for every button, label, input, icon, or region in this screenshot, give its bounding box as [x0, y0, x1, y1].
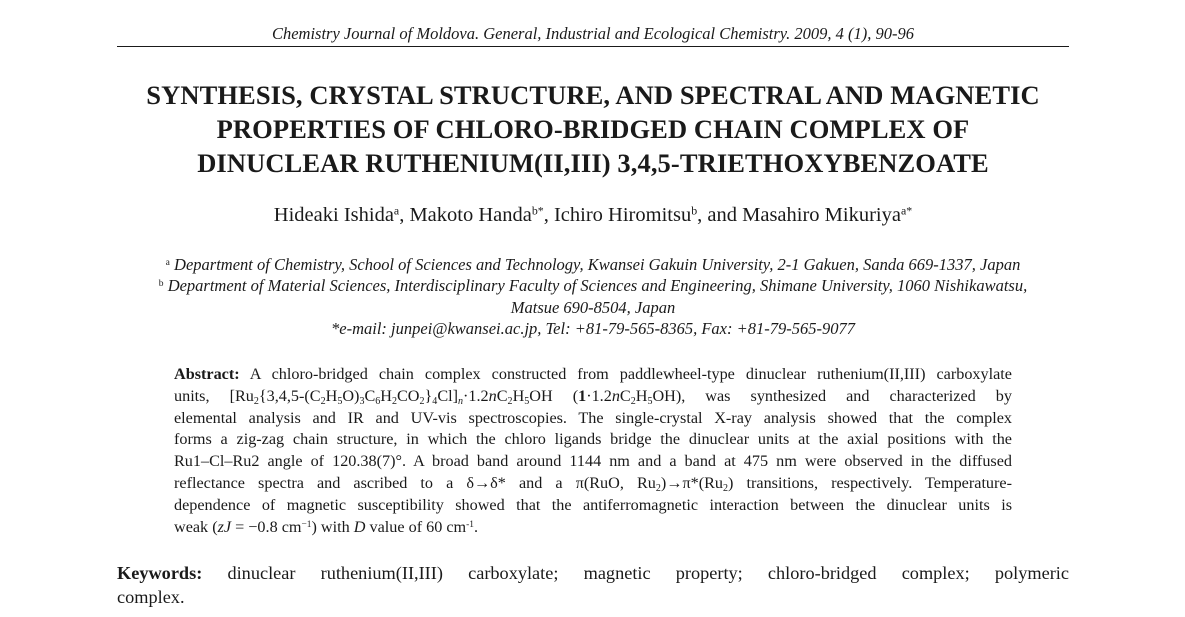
author-name: Ichiro Hiromitsu	[553, 204, 692, 226]
affiliation-text: Department of Chemistry, School of Sciences and Technology, Kwansei Gakuin University, 2-1 Gakuen, Sanda 669-1337, Japan	[169, 255, 1021, 274]
author-separator: ,	[543, 204, 554, 226]
author-name: Masahiro Mikuriya	[742, 204, 901, 226]
paper-title	[117, 78, 1069, 180]
author-list	[117, 202, 1069, 228]
header-rule	[117, 46, 1069, 47]
abstract	[174, 364, 1012, 538]
author-affiliation-mark: b*	[531, 203, 544, 218]
abstract-line-last: weak (zJ = −0.8 $cm^{-1}$) with D value of 60 $cm^{-1}$.	[174, 517, 479, 536]
abstract-label: Abstract:	[174, 365, 240, 383]
keywords-line	[117, 561, 1069, 585]
keywords-label: Keywords:	[117, 563, 203, 583]
affiliation-mark: a	[165, 256, 170, 268]
author-name: Hideaki Ishida	[273, 204, 394, 226]
author-affiliation-mark: a*	[900, 203, 913, 218]
abstract-text: A chloro-bridged chain complex constructed from paddlewheel-type dinuclear ruthenium(II,III) carboxylate	[239, 365, 1012, 383]
author-separator: , and	[697, 204, 743, 226]
affiliation-a	[117, 254, 1069, 275]
author-affiliation-mark: a	[393, 203, 400, 218]
keywords-text: dinuclear ruthenium(II,III) carboxylate; magnetic property; chloro-bridged complex; polymeric	[202, 563, 1069, 583]
abstract-line: Ru1–Cl–Ru2 angle of 120.38(7)°. A broad band around 1144 nm and a band at 475 nm were observed in the diffused	[174, 452, 1012, 471]
title-line: DINUCLEAR RUTHENIUM(II,III) 3,4,5-TRIETHOXYBENZOATE	[197, 148, 989, 178]
title-line: PROPERTIES OF CHLORO-BRIDGED CHAIN COMPLEX OF	[216, 114, 970, 144]
abstract-line: elemental analysis and IR and UV-vis spectroscopies. The single-crystal X-ray analysis showed that the complex	[174, 408, 1012, 427]
title-line: SYNTHESIS, CRYSTAL STRUCTURE, AND SPECTRAL AND MAGNETIC	[146, 80, 1040, 110]
keywords-line: complex.	[117, 587, 185, 607]
abstract-line: forms a zig-zag chain structure, in which the chloro ligands bridge the dinuclear units at the axial positions with the	[174, 430, 1012, 449]
abstract-line-formula: units, $[Ru_2\{3,4,5-(C_2H_5O)_3C_6H_2CO_2\}_4Cl]_n\cdot 1.2nC_2H_5OH$ $(1\cdot 1.2nC_2H_5OH)$, was synthesized and characterized by	[174, 386, 1012, 407]
affiliation-b	[117, 275, 1069, 296]
contact-info: *e-mail: junpei@kwansei.ac.jp, Tel: +81-79-565-8365, Fax: +81-79-565-9077	[331, 318, 855, 338]
abstract-line-transitions: reflectance spectra and ascribed to a δ→δ* and a π(RuO, $Ru_2)\to\pi*(Ru_2)$ transitions, respectively. Temperature-	[174, 473, 1012, 494]
affiliation-mark: b	[158, 278, 164, 290]
author-affiliation-mark: b	[691, 203, 698, 218]
affiliations	[117, 254, 1069, 339]
author-separator: ,	[399, 204, 410, 226]
affiliation-b-continued: Matsue 690-8504, Japan	[510, 297, 676, 317]
keywords	[117, 561, 1069, 609]
author-name: Makoto Handa	[409, 204, 532, 226]
abstract-line: dependence of magnetic susceptibility showed that the antiferromagnetic interaction between the dinuclear units is	[174, 495, 1012, 514]
journal-header: Chemistry Journal of Moldova. General, Industrial and Ecological Chemistry. 2009, 4 (1), 90-96	[271, 24, 915, 43]
abstract-line	[174, 364, 1012, 386]
affiliation-text: Department of Material Sciences, Interdisciplinary Faculty of Sciences and Engineering, Shimane University, 1060 Nishikawatsu,	[163, 276, 1028, 296]
